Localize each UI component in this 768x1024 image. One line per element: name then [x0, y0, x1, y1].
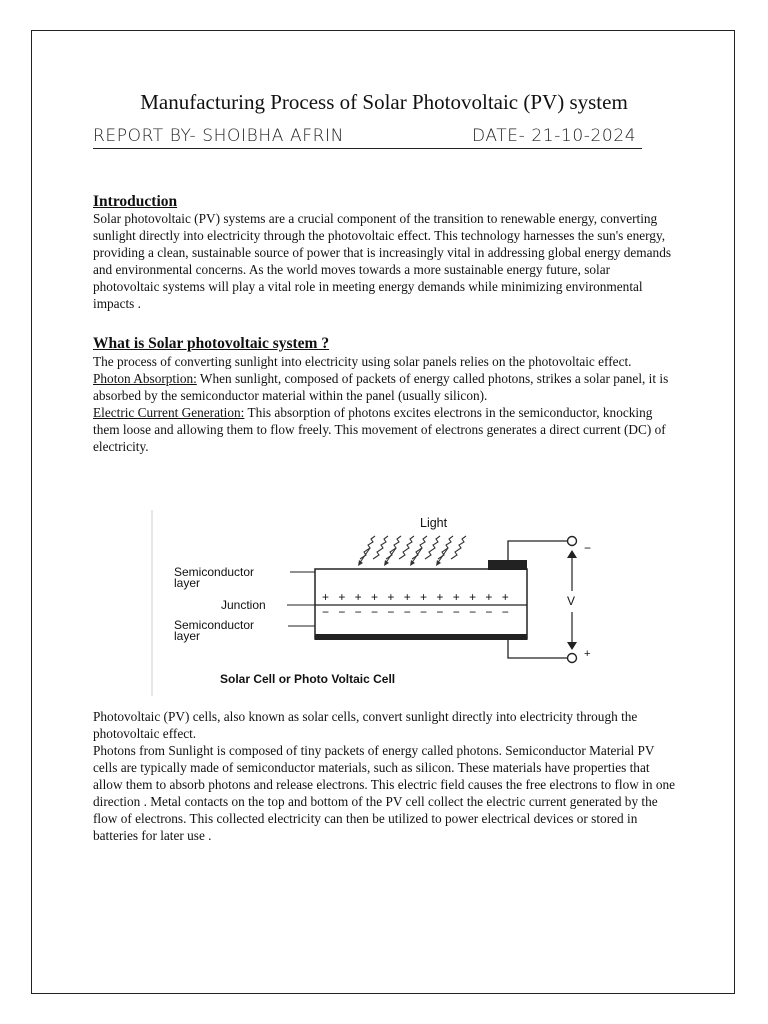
voltage-arrowhead-up [567, 550, 577, 558]
bottom-wire [508, 640, 568, 658]
junction-label: Junction [221, 598, 266, 612]
light-ray [360, 536, 375, 559]
what-is-intro: The process of converting sunlight into electricity using solar panels relies on the photovoltaic effect. [93, 354, 632, 369]
cell-body [315, 569, 527, 639]
photon-absorption-text: When sunlight, composed of packets of energy called photons, strikes a solar panel, it is absorbed by the semiconductor material within the panel (usually silicon). [93, 371, 669, 403]
light-ray [425, 536, 440, 559]
photon-absorption-paragraph [93, 370, 677, 404]
negative-terminal-label: − [584, 541, 592, 555]
what-is-section [93, 353, 677, 455]
light-ray [399, 536, 414, 559]
light-ray [438, 536, 453, 559]
light-rays [359, 536, 466, 564]
top-wire [508, 541, 568, 560]
negative-terminal [568, 537, 577, 546]
light-arrowheads [358, 560, 441, 566]
current-generation-label: Electric Current Generation: [93, 405, 245, 420]
semiconductor-bottom-layer-label: layer [174, 629, 201, 643]
figure-caption: Solar Cell or Photo Voltaic Cell [220, 672, 396, 686]
light-ray [451, 536, 466, 559]
positive-terminal [568, 654, 577, 663]
bottom-contact [315, 634, 527, 640]
report-author: REPORT BY- SHOIBHA AFRIN [93, 126, 344, 146]
semiconductor-top-label: Semiconductor [174, 565, 255, 579]
voltage-label: V [567, 594, 576, 608]
pv-cells-section [93, 708, 677, 844]
page-title: Manufacturing Process of Solar Photovoltaic (PV) system [140, 90, 628, 114]
semiconductor-top-layer-label: layer [174, 576, 201, 590]
report-header [93, 126, 642, 149]
positive-charges: + + + + + + + + + + + + [322, 590, 512, 604]
pv-cells-paragraph-2: Photons from Sunlight is composed of tiny packets of energy called photons. Semiconductor Material PV cells are typically made of semiconductor materials, such as silicon. These materials have properties that allow them to absorb photons and release electrons. This electric field causes the free electrons to flow in one direction . Metal contacts on the top and bottom of the PV cell collect the electric current generated by the flow of electrons. This collected electricity can then be utilized to power electrical devices or stored in batteries for later use . [93, 743, 676, 843]
introduction-paragraph: Solar photovoltaic (PV) systems are a crucial component of the transition to renewable energy, converting sunlight directly into electricity through the photovoltaic effect. This technology harnesses the sun's energy, providing a clean, sustainable source of power that is increasingly vital in addressing global energy demands and environmental concerns. As the world moves towards a more sustainable energy future, solar photovoltaic systems will play a vital role in meeting energy demands while minimizing environmental impacts . [93, 211, 672, 311]
semiconductor-bottom-label: Semiconductor [174, 618, 255, 632]
positive-terminal-label: + [584, 648, 591, 660]
report-date: DATE- 21-10-2024 [472, 126, 637, 146]
light-ray [373, 536, 388, 559]
pv-cells-paragraph-1: Photovoltaic (PV) cells, also known as solar cells, convert sunlight directly into electricity through the photovoltaic effect. [93, 709, 638, 741]
introduction-heading: Introduction [93, 193, 178, 210]
negative-charges: − − − − − − − − − − − − [322, 605, 512, 619]
light-ray [412, 536, 427, 559]
current-generation-paragraph [93, 404, 677, 455]
what-is-heading: What is Solar photovoltaic system ? [93, 335, 330, 352]
top-contact [488, 560, 527, 570]
light-label: Light [420, 516, 448, 530]
photon-absorption-label: Photon Absorption: [93, 371, 197, 386]
solar-cell-diagram [150, 508, 610, 698]
current-generation-text: This absorption of photons excites electrons in the semiconductor, knocking them loose and allowing them to flow freely. This movement of electrons generates a direct current (DC) of electricity. [93, 405, 666, 454]
voltage-arrowhead-down [567, 642, 577, 650]
light-ray [386, 536, 401, 559]
